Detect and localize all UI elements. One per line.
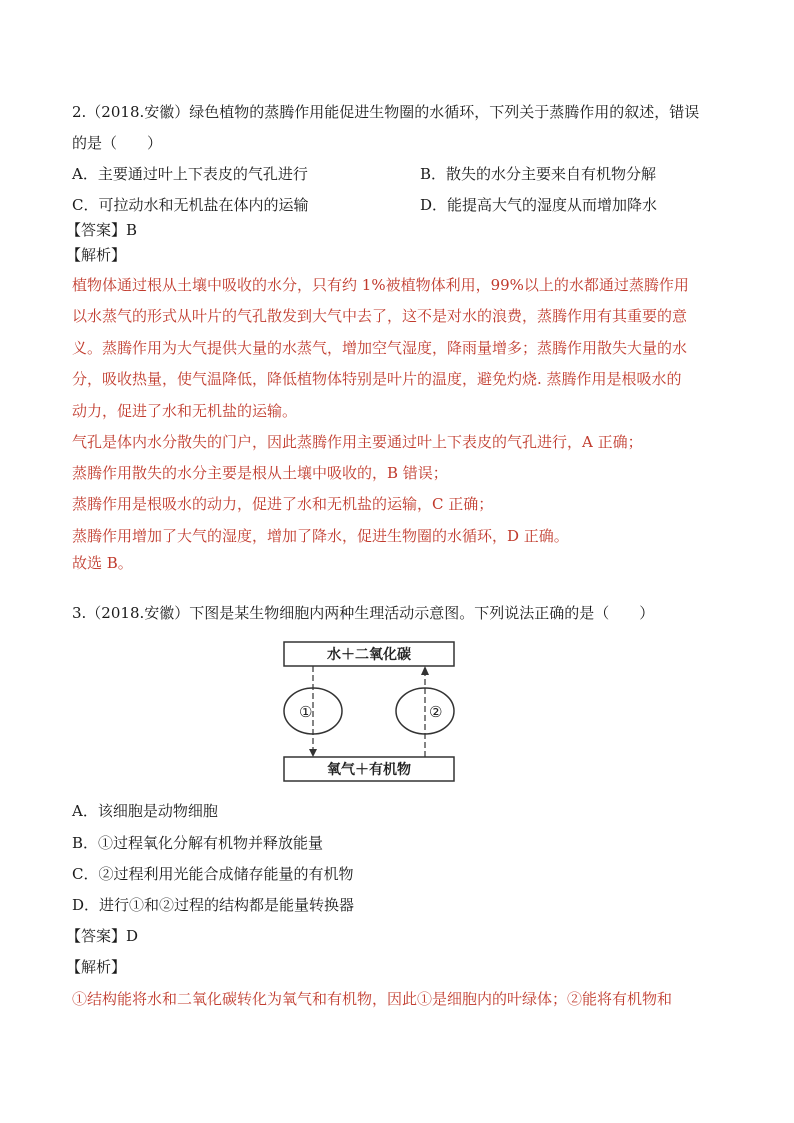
arrow-down-icon <box>309 749 317 757</box>
q2-option-c: C．可拉动水和无机盐在体内的运输 <box>72 196 309 214</box>
q2-analysis-line: 以水蒸气的形式从叶片的气孔散发到大气中去了，这不是对水的浪费，蒸腾作用有其重要的意 <box>72 307 688 325</box>
q2-stem-line2: 的是（ ） <box>72 134 163 152</box>
q2-analysis-line: 义。蒸腾作用为大气提供大量的水蒸气，增加空气湿度，降雨量增多；蒸腾作用散失大量的水 <box>72 339 688 357</box>
q2-analysis-line: 蒸腾作用散失的水分主要是根从土壤中吸收的，B 错误； <box>72 464 448 482</box>
q2-analysis-line: 蒸腾作用增加了大气的湿度，增加了降水，促进生物圈的水循环，D 正确。 <box>72 527 569 545</box>
q3-option-d: D．进行①和②过程的结构都是能量转换器 <box>72 896 355 914</box>
answer-label: 【答案】 <box>66 221 127 239</box>
q2-analysis-line: 蒸腾作用是根吸水的动力，促进了水和无机盐的运输，C 正确； <box>72 495 494 513</box>
process-2-label: ② <box>429 703 443 721</box>
q2-analysis-line: 分，吸收热量，使气温降低，降低植物体特别是叶片的温度，避免灼烧. 蒸腾作用是根吸水的 <box>72 370 682 388</box>
q3-stem-line1: 3.（2018.安徽）下图是某生物细胞内两种生理活动示意图。下列说法正确的是（ ） <box>72 604 655 622</box>
arrow-up-icon <box>421 666 429 675</box>
q3-option-a: A．该细胞是动物细胞 <box>72 802 218 820</box>
q2-option-a: A．主要通过叶上下表皮的气孔进行 <box>72 165 308 183</box>
top-box-label: 水＋二氧化碳 <box>327 647 411 663</box>
q2-analysis-line: 动力，促进了水和无机盐的运输。 <box>72 402 298 420</box>
q3-option-b: B．①过程氧化分解有机物并释放能量 <box>72 834 324 852</box>
q2-analysis-line: 气孔是体内水分散失的门户，因此蒸腾作用主要通过叶上下表皮的气孔进行，A 正确； <box>72 433 643 451</box>
q2-option-b: B．散失的水分主要来自有机物分解 <box>420 165 657 183</box>
q3-analysis-label: 【解析】 <box>66 958 127 976</box>
answer-value: B <box>126 221 138 239</box>
q2-options-row2 <box>72 194 658 216</box>
answer-value: D <box>126 927 139 945</box>
q3-option-c: C．②过程利用光能合成储存能量的有机物 <box>72 865 354 883</box>
q2-analysis-line: 植物体通过根从土壤中吸收的水分，只有约 1%被植物体利用，99%以上的水都通过蒸腾作用 <box>72 276 689 294</box>
bottom-box-label: 氧气＋有机物 <box>327 762 411 778</box>
cell-process-diagram <box>279 639 459 785</box>
q3-answer <box>66 925 138 947</box>
q3-analysis-line: ①结构能将水和二氧化碳转化为氧气和有机物，因此①是细胞内的叶绿体；②能将有机物和 <box>72 990 673 1008</box>
q2-option-d: D．能提高大气的湿度从而增加降水 <box>420 196 658 214</box>
q2-answer <box>66 219 137 241</box>
q2-analysis-line: 故选 B。 <box>72 554 133 572</box>
process-1-label: ① <box>299 703 313 721</box>
q2-analysis-label: 【解析】 <box>66 246 127 264</box>
q2-options-row1 <box>72 163 657 185</box>
answer-label: 【答案】 <box>66 927 127 945</box>
q2-stem-line1: 2.（2018.安徽）绿色植物的蒸腾作用能促进生物圈的水循环，下列关于蒸腾作用的叙述，错误 <box>72 103 700 121</box>
